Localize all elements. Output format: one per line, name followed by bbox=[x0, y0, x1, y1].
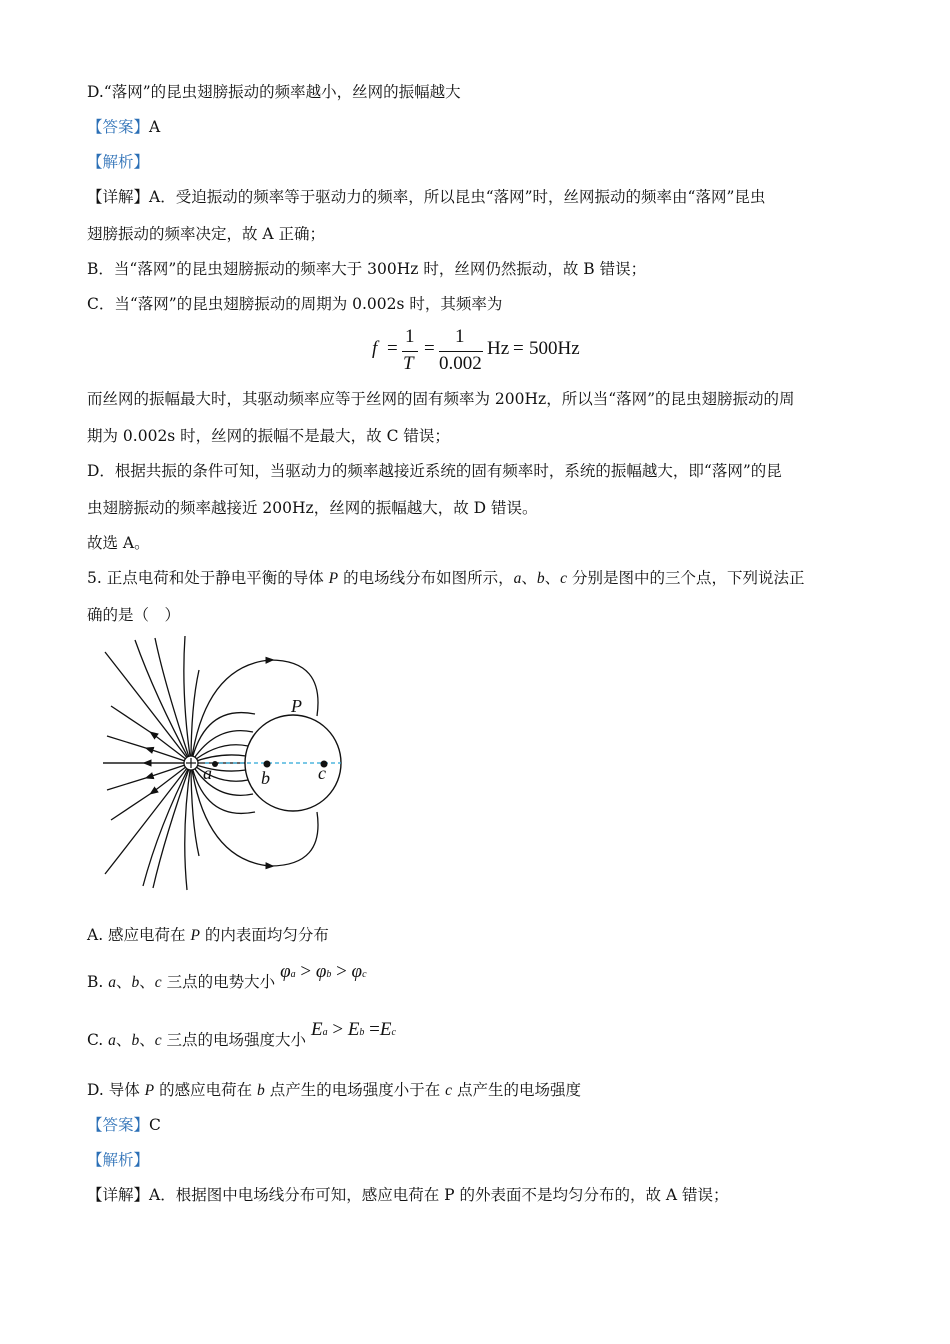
detail-1-d2: 虫翅膀振动的频率越接近 200Hz，丝网的振幅越大，故 D 错误。 bbox=[87, 499, 538, 517]
question-5-stem: 5. 正点电荷和处于静电平衡的导体 P 的电场线分布如图所示，a、b、c 分别是图中的三个点，下列说法正 bbox=[87, 569, 805, 587]
analysis-2-heading: 【解析】 bbox=[87, 1151, 150, 1169]
answer-2: 【答案】C bbox=[87, 1116, 161, 1134]
option-d-previous: D.“落网”的昆虫翅膀振动的频率越小，丝网的振幅越大 bbox=[87, 83, 461, 101]
svg-text:a: a bbox=[203, 763, 212, 783]
analysis-1-heading: 【解析】 bbox=[87, 153, 150, 171]
electric-field-figure bbox=[95, 636, 355, 892]
conclusion-1: 故选 A。 bbox=[87, 534, 150, 552]
detail-1-b: B．当“落网”的昆虫翅膀振动的频率大于 300Hz 时，丝网仍然振动，故 B 错误； bbox=[87, 260, 647, 278]
detail-1-a: 【详解】A．受迫振动的频率等于驱动力的频率，所以昆虫“落网”时，丝网振动的频率由“落网”昆虫 bbox=[87, 188, 766, 206]
question-5-stem-2: 确的是（ ） bbox=[87, 606, 181, 624]
svg-text:c: c bbox=[318, 763, 326, 783]
frequency-formula: f = 1 T = 1 0.002 Hz = 500Hz bbox=[372, 326, 580, 374]
detail-1-c3: 期为 0.002s 时，丝网的振幅不是最大，故 C 错误； bbox=[87, 427, 450, 445]
detail-1-a2: 翅膀振动的频率决定，故 A 正确； bbox=[87, 225, 326, 243]
option-b: B. a、b、c 三点的电势大小 φa > φb > φc bbox=[87, 961, 367, 991]
detail-2-a: 【详解】A．根据图中电场线分布可知，感应电荷在 P 的外表面不是均匀分布的，故 A 错误； bbox=[87, 1186, 729, 1204]
detail-1-c: C．当“落网”的昆虫翅膀振动的周期为 0.002s 时，其频率为 bbox=[87, 295, 503, 313]
field-strength-relation: Ea > Eb =Ec bbox=[310, 1019, 396, 1040]
svg-text:b: b bbox=[261, 768, 270, 788]
option-d: D. 导体 P 的感应电荷在 b 点产生的电场强度小于在 c 点产生的电场强度 bbox=[87, 1081, 582, 1099]
svg-text:P: P bbox=[291, 696, 302, 716]
option-a: A. 感应电荷在 P 的内表面均匀分布 bbox=[87, 926, 329, 944]
detail-1-d: D．根据共振的条件可知，当驱动力的频率越接近系统的固有频率时，系统的振幅越大，即“落网”的昆 bbox=[87, 462, 782, 480]
option-c: C. a、b、c 三点的电场强度大小 Ea > Eb =Ec bbox=[87, 1019, 396, 1049]
potential-inequality: φa > φb > φc bbox=[280, 961, 367, 982]
answer-1: 【答案】A bbox=[87, 118, 161, 136]
detail-1-c2: 而丝网的振幅最大时，其驱动频率应等于丝网的固有频率为 200Hz，所以当“落网”的昆虫翅膀振动的周 bbox=[87, 390, 795, 408]
